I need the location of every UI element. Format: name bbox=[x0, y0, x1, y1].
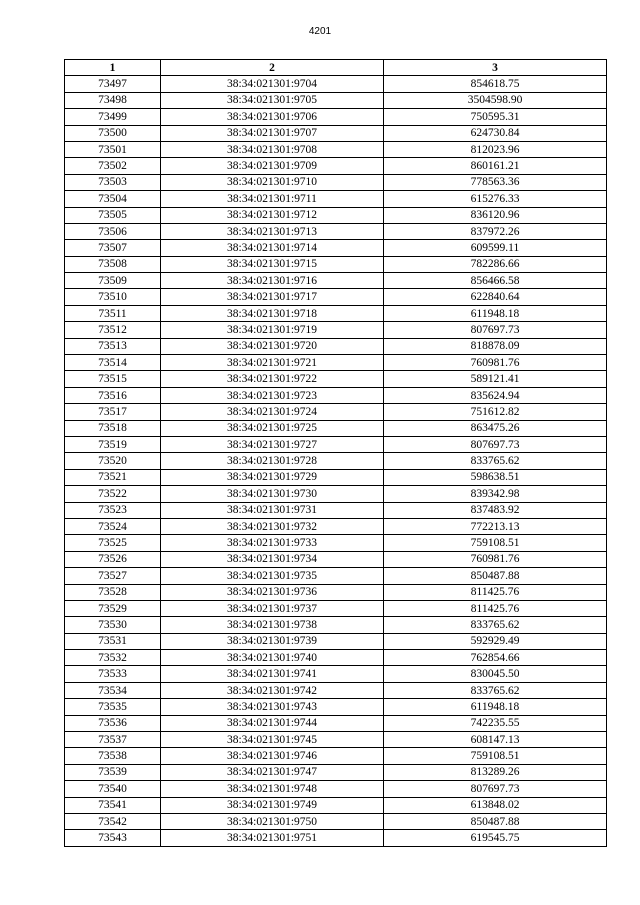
row-number-cell: 73523 bbox=[65, 502, 161, 518]
row-number-cell: 73505 bbox=[65, 207, 161, 223]
row-number-cell: 73522 bbox=[65, 486, 161, 502]
table-row bbox=[65, 469, 607, 485]
table-row bbox=[65, 633, 607, 649]
row-number-cell: 73516 bbox=[65, 387, 161, 403]
table-body bbox=[65, 76, 607, 846]
row-number-cell: 73501 bbox=[65, 141, 161, 157]
cadastral-number-cell: 38:34:021301:9729 bbox=[161, 469, 384, 485]
value-cell: 807697.73 bbox=[384, 436, 607, 452]
row-number-cell: 73500 bbox=[65, 125, 161, 141]
cadastral-number-cell: 38:34:021301:9728 bbox=[161, 453, 384, 469]
row-number-cell: 73528 bbox=[65, 584, 161, 600]
row-number-cell: 73534 bbox=[65, 682, 161, 698]
table-row bbox=[65, 715, 607, 731]
value-cell: 619545.75 bbox=[384, 830, 607, 846]
value-cell: 860161.21 bbox=[384, 158, 607, 174]
table-row bbox=[65, 305, 607, 321]
table-row bbox=[65, 289, 607, 305]
row-number-cell: 73510 bbox=[65, 289, 161, 305]
value-cell: 742235.55 bbox=[384, 715, 607, 731]
table-row bbox=[65, 650, 607, 666]
row-number-cell: 73511 bbox=[65, 305, 161, 321]
table-row bbox=[65, 436, 607, 452]
row-number-cell: 73535 bbox=[65, 699, 161, 715]
value-cell: 839342.98 bbox=[384, 486, 607, 502]
table-row bbox=[65, 420, 607, 436]
column-header-3: 3 bbox=[384, 60, 607, 76]
row-number-cell: 73502 bbox=[65, 158, 161, 174]
row-number-cell: 73537 bbox=[65, 732, 161, 748]
table-row bbox=[65, 486, 607, 502]
table-row bbox=[65, 502, 607, 518]
table-row bbox=[65, 518, 607, 534]
cadastral-number-cell: 38:34:021301:9738 bbox=[161, 617, 384, 633]
value-cell: 611948.18 bbox=[384, 699, 607, 715]
cadastral-number-cell: 38:34:021301:9748 bbox=[161, 781, 384, 797]
cadastral-number-cell: 38:34:021301:9750 bbox=[161, 813, 384, 829]
column-header-2: 2 bbox=[161, 60, 384, 76]
table-header bbox=[65, 60, 607, 76]
cadastral-number-cell: 38:34:021301:9725 bbox=[161, 420, 384, 436]
value-cell: 812023.96 bbox=[384, 141, 607, 157]
table-row bbox=[65, 141, 607, 157]
cadastral-number-cell: 38:34:021301:9710 bbox=[161, 174, 384, 190]
row-number-cell: 73533 bbox=[65, 666, 161, 682]
cadastral-number-cell: 38:34:021301:9724 bbox=[161, 404, 384, 420]
value-cell: 750595.31 bbox=[384, 109, 607, 125]
row-number-cell: 73521 bbox=[65, 469, 161, 485]
cadastral-number-cell: 38:34:021301:9733 bbox=[161, 535, 384, 551]
cadastral-number-cell: 38:34:021301:9715 bbox=[161, 256, 384, 272]
value-cell: 622840.64 bbox=[384, 289, 607, 305]
column-header-1: 1 bbox=[65, 60, 161, 76]
value-cell: 835624.94 bbox=[384, 387, 607, 403]
value-cell: 813289.26 bbox=[384, 764, 607, 780]
cadastral-number-cell: 38:34:021301:9708 bbox=[161, 141, 384, 157]
cadastral-number-cell: 38:34:021301:9713 bbox=[161, 223, 384, 239]
value-cell: 863475.26 bbox=[384, 420, 607, 436]
table-row bbox=[65, 338, 607, 354]
row-number-cell: 73524 bbox=[65, 518, 161, 534]
header-row bbox=[65, 60, 607, 76]
row-number-cell: 73509 bbox=[65, 273, 161, 289]
cadastral-number-cell: 38:34:021301:9747 bbox=[161, 764, 384, 780]
table-row bbox=[65, 76, 607, 92]
row-number-cell: 73543 bbox=[65, 830, 161, 846]
table-row bbox=[65, 125, 607, 141]
row-number-cell: 73506 bbox=[65, 223, 161, 239]
value-cell: 782286.66 bbox=[384, 256, 607, 272]
value-cell: 778563.36 bbox=[384, 174, 607, 190]
value-cell: 772213.13 bbox=[384, 518, 607, 534]
cadastral-number-cell: 38:34:021301:9739 bbox=[161, 633, 384, 649]
cadastral-number-cell: 38:34:021301:9735 bbox=[161, 568, 384, 584]
value-cell: 854618.75 bbox=[384, 76, 607, 92]
value-cell: 830045.50 bbox=[384, 666, 607, 682]
row-number-cell: 73517 bbox=[65, 404, 161, 420]
cadastral-table bbox=[64, 59, 607, 847]
cadastral-number-cell: 38:34:021301:9711 bbox=[161, 191, 384, 207]
row-number-cell: 73538 bbox=[65, 748, 161, 764]
cadastral-number-cell: 38:34:021301:9704 bbox=[161, 76, 384, 92]
cadastral-number-cell: 38:34:021301:9731 bbox=[161, 502, 384, 518]
cadastral-number-cell: 38:34:021301:9716 bbox=[161, 273, 384, 289]
table-row bbox=[65, 584, 607, 600]
row-number-cell: 73498 bbox=[65, 92, 161, 108]
value-cell: 589121.41 bbox=[384, 371, 607, 387]
cadastral-number-cell: 38:34:021301:9706 bbox=[161, 109, 384, 125]
cadastral-number-cell: 38:34:021301:9712 bbox=[161, 207, 384, 223]
value-cell: 833765.62 bbox=[384, 617, 607, 633]
row-number-cell: 73532 bbox=[65, 650, 161, 666]
row-number-cell: 73513 bbox=[65, 338, 161, 354]
table-row bbox=[65, 223, 607, 239]
cadastral-number-cell: 38:34:021301:9709 bbox=[161, 158, 384, 174]
row-number-cell: 73514 bbox=[65, 355, 161, 371]
row-number-cell: 73520 bbox=[65, 453, 161, 469]
cadastral-number-cell: 38:34:021301:9734 bbox=[161, 551, 384, 567]
value-cell: 836120.96 bbox=[384, 207, 607, 223]
cadastral-number-cell: 38:34:021301:9730 bbox=[161, 486, 384, 502]
value-cell: 751612.82 bbox=[384, 404, 607, 420]
cadastral-number-cell: 38:34:021301:9742 bbox=[161, 682, 384, 698]
cadastral-number-cell: 38:34:021301:9720 bbox=[161, 338, 384, 354]
cadastral-number-cell: 38:34:021301:9722 bbox=[161, 371, 384, 387]
table-row bbox=[65, 404, 607, 420]
table-row bbox=[65, 617, 607, 633]
row-number-cell: 73540 bbox=[65, 781, 161, 797]
value-cell: 833765.62 bbox=[384, 453, 607, 469]
value-cell: 3504598.90 bbox=[384, 92, 607, 108]
value-cell: 856466.58 bbox=[384, 273, 607, 289]
value-cell: 613848.02 bbox=[384, 797, 607, 813]
table-row bbox=[65, 453, 607, 469]
cadastral-number-cell: 38:34:021301:9743 bbox=[161, 699, 384, 715]
row-number-cell: 73527 bbox=[65, 568, 161, 584]
value-cell: 611948.18 bbox=[384, 305, 607, 321]
value-cell: 608147.13 bbox=[384, 732, 607, 748]
value-cell: 811425.76 bbox=[384, 584, 607, 600]
row-number-cell: 73508 bbox=[65, 256, 161, 272]
cadastral-number-cell: 38:34:021301:9723 bbox=[161, 387, 384, 403]
table-row bbox=[65, 322, 607, 338]
page-number: 4201 bbox=[308, 26, 332, 37]
table-row bbox=[65, 764, 607, 780]
table-row bbox=[65, 371, 607, 387]
row-number-cell: 73519 bbox=[65, 436, 161, 452]
table-row bbox=[65, 568, 607, 584]
cadastral-number-cell: 38:34:021301:9744 bbox=[161, 715, 384, 731]
table-row bbox=[65, 781, 607, 797]
row-number-cell: 73497 bbox=[65, 76, 161, 92]
row-number-cell: 73499 bbox=[65, 109, 161, 125]
cadastral-number-cell: 38:34:021301:9719 bbox=[161, 322, 384, 338]
table-row bbox=[65, 830, 607, 846]
cadastral-number-cell: 38:34:021301:9717 bbox=[161, 289, 384, 305]
cadastral-number-cell: 38:34:021301:9727 bbox=[161, 436, 384, 452]
row-number-cell: 73518 bbox=[65, 420, 161, 436]
cadastral-number-cell: 38:34:021301:9737 bbox=[161, 600, 384, 616]
row-number-cell: 73539 bbox=[65, 764, 161, 780]
row-number-cell: 73525 bbox=[65, 535, 161, 551]
table-row bbox=[65, 174, 607, 190]
value-cell: 837483.92 bbox=[384, 502, 607, 518]
value-cell: 759108.51 bbox=[384, 535, 607, 551]
value-cell: 760981.76 bbox=[384, 551, 607, 567]
row-number-cell: 73504 bbox=[65, 191, 161, 207]
row-number-cell: 73529 bbox=[65, 600, 161, 616]
table-row bbox=[65, 207, 607, 223]
table-row bbox=[65, 666, 607, 682]
table-row bbox=[65, 551, 607, 567]
value-cell: 837972.26 bbox=[384, 223, 607, 239]
value-cell: 760981.76 bbox=[384, 355, 607, 371]
value-cell: 811425.76 bbox=[384, 600, 607, 616]
cadastral-number-cell: 38:34:021301:9745 bbox=[161, 732, 384, 748]
cadastral-number-cell: 38:34:021301:9741 bbox=[161, 666, 384, 682]
cadastral-number-cell: 38:34:021301:9705 bbox=[161, 92, 384, 108]
value-cell: 807697.73 bbox=[384, 322, 607, 338]
table-row bbox=[65, 813, 607, 829]
table-row bbox=[65, 191, 607, 207]
value-cell: 850487.88 bbox=[384, 813, 607, 829]
value-cell: 615276.33 bbox=[384, 191, 607, 207]
table-row bbox=[65, 109, 607, 125]
table-row bbox=[65, 158, 607, 174]
row-number-cell: 73515 bbox=[65, 371, 161, 387]
table-row bbox=[65, 273, 607, 289]
cadastral-number-cell: 38:34:021301:9718 bbox=[161, 305, 384, 321]
cadastral-number-cell: 38:34:021301:9740 bbox=[161, 650, 384, 666]
table-row bbox=[65, 92, 607, 108]
value-cell: 762854.66 bbox=[384, 650, 607, 666]
cadastral-number-cell: 38:34:021301:9714 bbox=[161, 240, 384, 256]
value-cell: 609599.11 bbox=[384, 240, 607, 256]
cadastral-number-cell: 38:34:021301:9751 bbox=[161, 830, 384, 846]
table-row bbox=[65, 699, 607, 715]
row-number-cell: 73536 bbox=[65, 715, 161, 731]
value-cell: 759108.51 bbox=[384, 748, 607, 764]
row-number-cell: 73526 bbox=[65, 551, 161, 567]
value-cell: 807697.73 bbox=[384, 781, 607, 797]
cadastral-number-cell: 38:34:021301:9707 bbox=[161, 125, 384, 141]
value-cell: 833765.62 bbox=[384, 682, 607, 698]
table-row bbox=[65, 240, 607, 256]
value-cell: 818878.09 bbox=[384, 338, 607, 354]
table-row bbox=[65, 355, 607, 371]
table-row bbox=[65, 387, 607, 403]
table-row bbox=[65, 256, 607, 272]
table-row bbox=[65, 600, 607, 616]
value-cell: 850487.88 bbox=[384, 568, 607, 584]
table-row bbox=[65, 797, 607, 813]
row-number-cell: 73531 bbox=[65, 633, 161, 649]
cadastral-number-cell: 38:34:021301:9736 bbox=[161, 584, 384, 600]
row-number-cell: 73512 bbox=[65, 322, 161, 338]
cadastral-number-cell: 38:34:021301:9749 bbox=[161, 797, 384, 813]
cadastral-number-cell: 38:34:021301:9732 bbox=[161, 518, 384, 534]
row-number-cell: 73542 bbox=[65, 813, 161, 829]
value-cell: 598638.51 bbox=[384, 469, 607, 485]
cadastral-number-cell: 38:34:021301:9721 bbox=[161, 355, 384, 371]
row-number-cell: 73507 bbox=[65, 240, 161, 256]
table-row bbox=[65, 732, 607, 748]
value-cell: 624730.84 bbox=[384, 125, 607, 141]
cadastral-number-cell: 38:34:021301:9746 bbox=[161, 748, 384, 764]
table-row bbox=[65, 535, 607, 551]
value-cell: 592929.49 bbox=[384, 633, 607, 649]
row-number-cell: 73503 bbox=[65, 174, 161, 190]
table-row bbox=[65, 682, 607, 698]
row-number-cell: 73530 bbox=[65, 617, 161, 633]
table-row bbox=[65, 748, 607, 764]
row-number-cell: 73541 bbox=[65, 797, 161, 813]
